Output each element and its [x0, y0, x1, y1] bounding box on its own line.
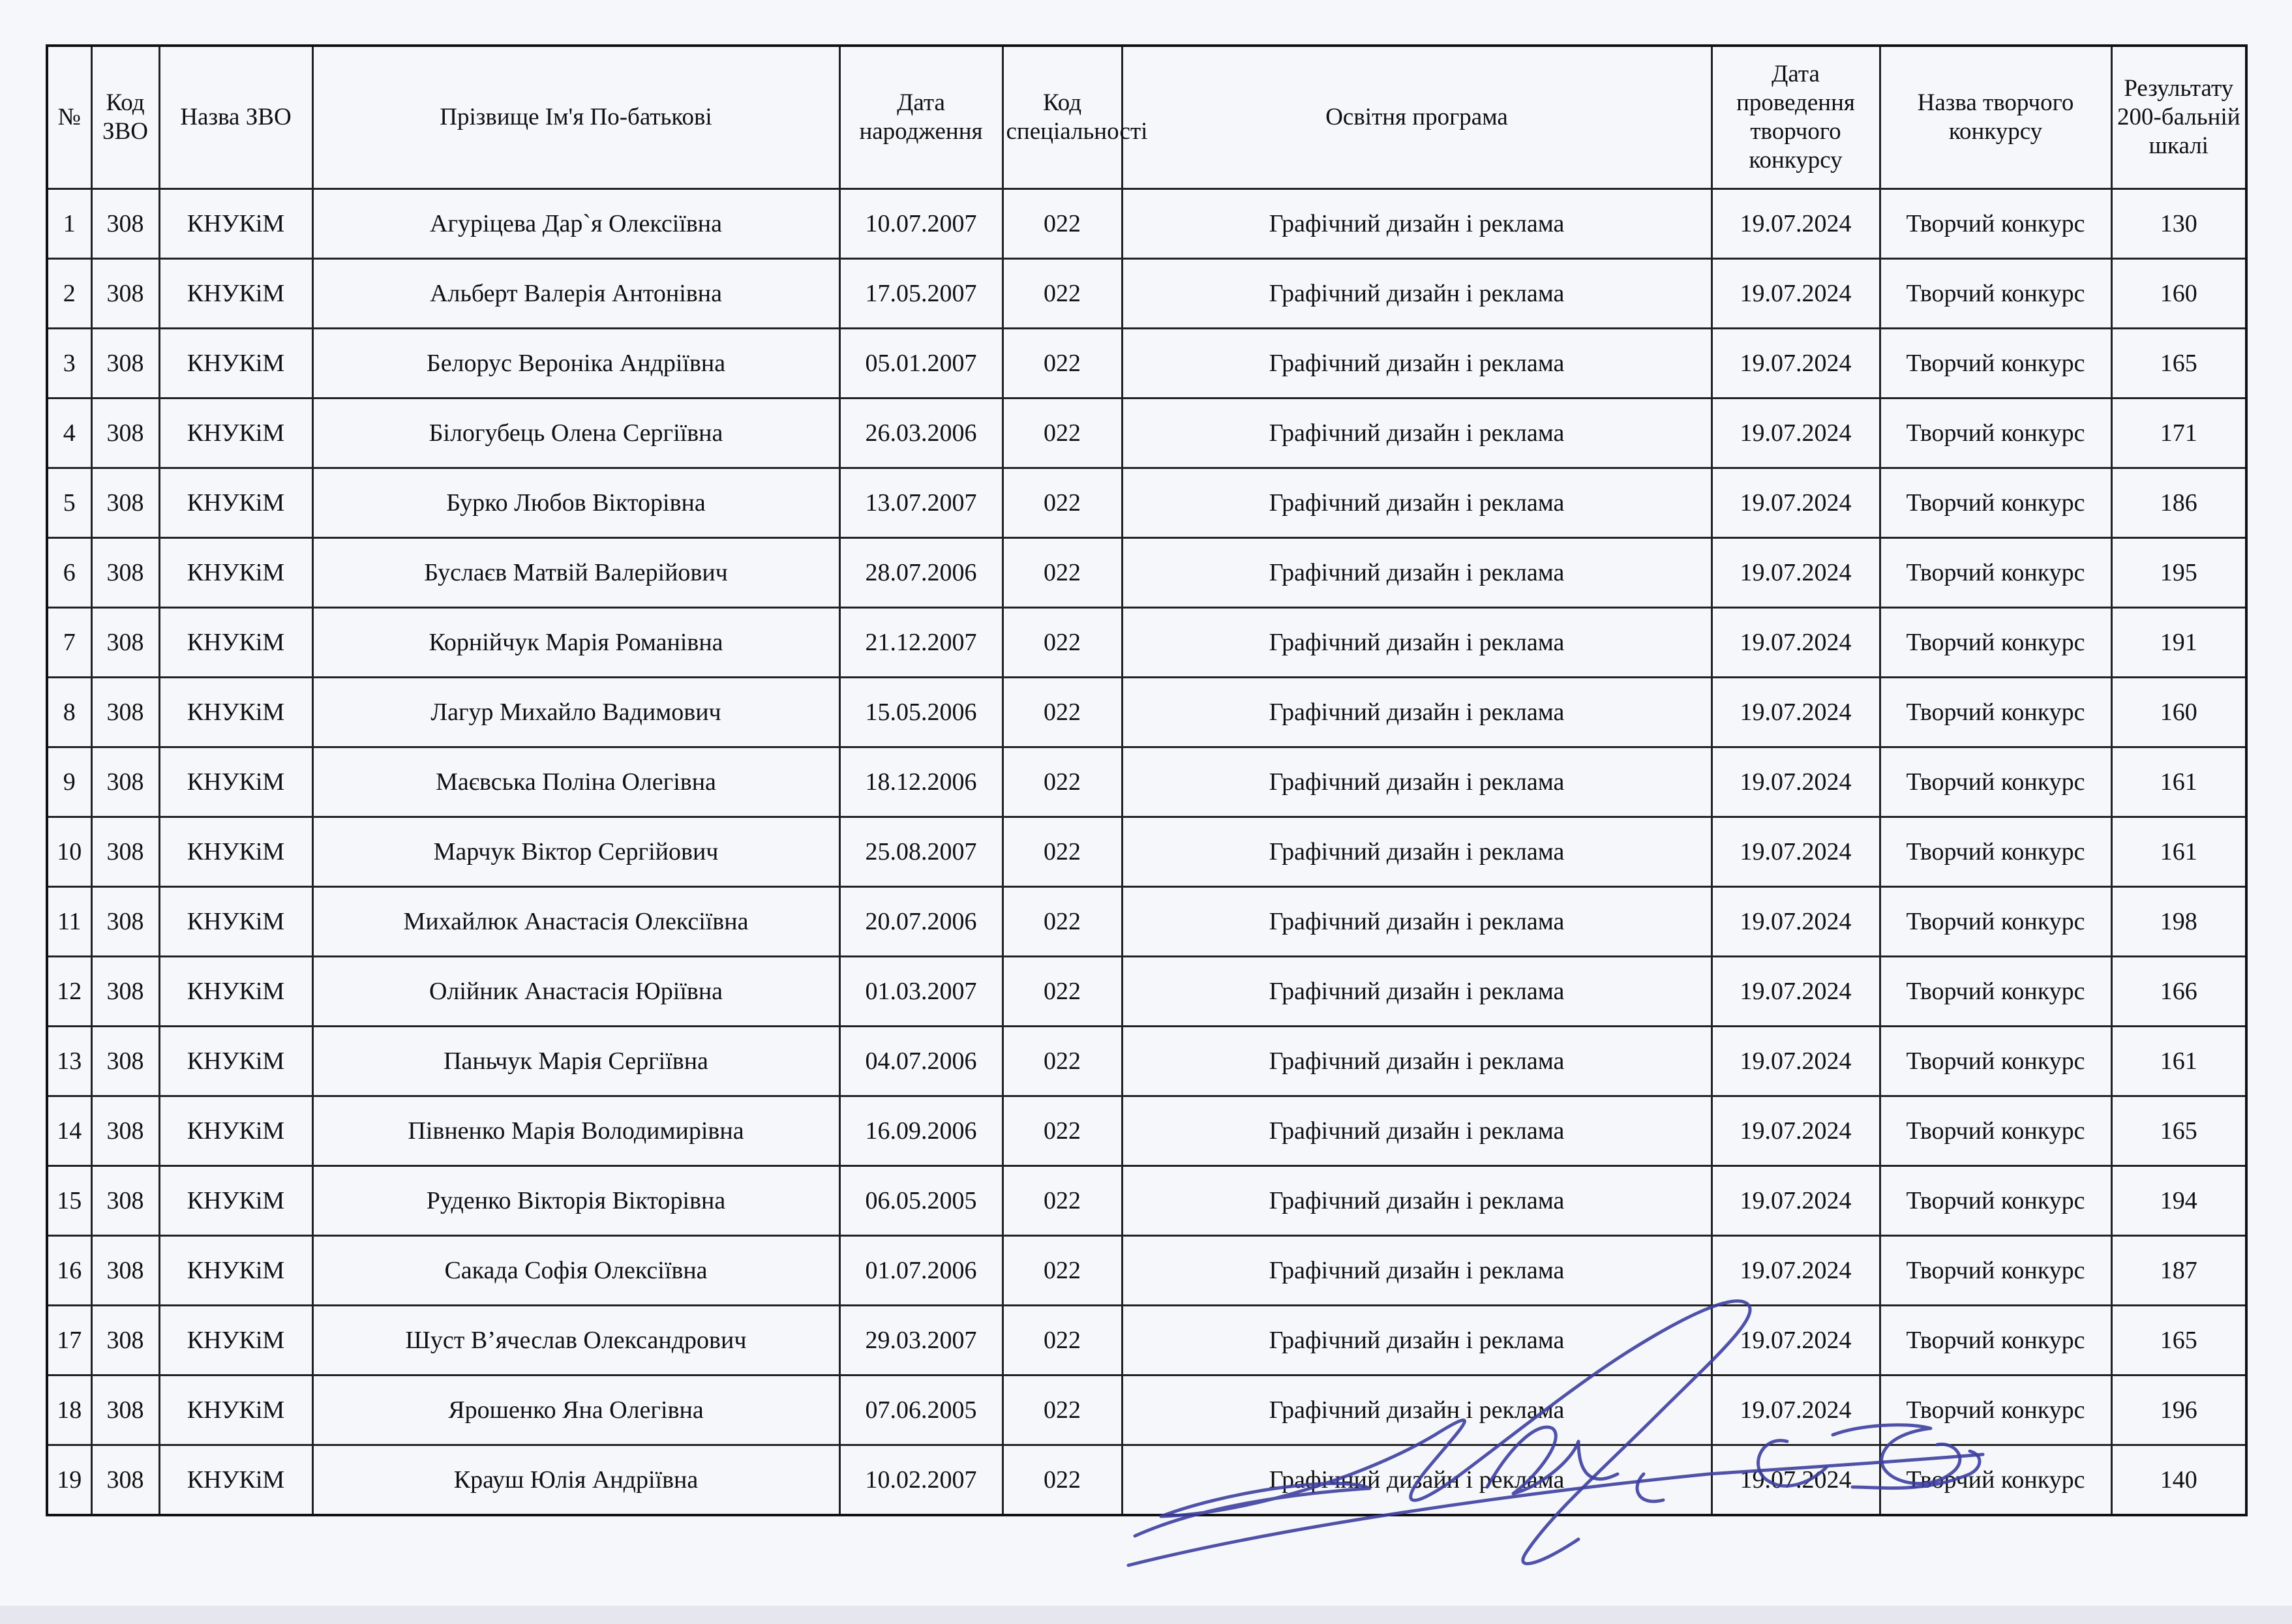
cell-contest-name: Творчий конкурс — [1880, 887, 2111, 957]
cell-full-name: Марчук Віктор Сергійович — [312, 817, 839, 887]
cell-birth-date: 01.03.2007 — [839, 957, 1003, 1027]
cell-birth-date: 01.07.2006 — [839, 1236, 1003, 1306]
cell-institution-name: КНУКіМ — [159, 608, 312, 678]
cell-institution-name: КНУКіМ — [159, 678, 312, 747]
cell-full-name: Сакада Софія Олексіївна — [312, 1236, 839, 1306]
cell-full-name: Альберт Валерія Антонівна — [312, 259, 839, 329]
cell-contest-name: Творчий конкурс — [1880, 329, 2111, 398]
cell-specialty-code: 022 — [1003, 468, 1122, 538]
header-full-name: Прізвище Ім'я По-батькові — [312, 46, 839, 189]
table-row — [47, 1166, 2246, 1236]
cell-score: 161 — [2111, 817, 2246, 887]
cell-specialty-code: 022 — [1003, 817, 1122, 887]
cell-birth-date: 13.07.2007 — [839, 468, 1003, 538]
cell-score: 165 — [2111, 329, 2246, 398]
cell-education-program: Графічний дизайн і реклама — [1122, 1306, 1711, 1376]
cell-contest-name: Творчий конкурс — [1880, 1376, 2111, 1445]
cell-number: 19 — [47, 1445, 91, 1516]
cell-birth-date: 20.07.2006 — [839, 887, 1003, 957]
cell-specialty-code: 022 — [1003, 747, 1122, 817]
header-contest-date: Дата проведення творчого конкурсу — [1711, 46, 1880, 189]
cell-institution-code: 308 — [91, 678, 159, 747]
cell-contest-date: 19.07.2024 — [1711, 608, 1880, 678]
cell-full-name: Агуріцева Дар`я Олексіївна — [312, 189, 839, 259]
cell-institution-name: КНУКіМ — [159, 887, 312, 957]
cell-full-name: Олійник Анастасія Юріївна — [312, 957, 839, 1027]
cell-score: 198 — [2111, 887, 2246, 957]
cell-score: 191 — [2111, 608, 2246, 678]
cell-score: 140 — [2111, 1445, 2246, 1516]
cell-education-program: Графічний дизайн і реклама — [1122, 608, 1711, 678]
cell-contest-name: Творчий конкурс — [1880, 1096, 2111, 1166]
table-row — [47, 468, 2246, 538]
cell-number: 13 — [47, 1027, 91, 1096]
cell-score: 160 — [2111, 259, 2246, 329]
cell-number: 16 — [47, 1236, 91, 1306]
cell-institution-code: 308 — [91, 259, 159, 329]
cell-contest-date: 19.07.2024 — [1711, 957, 1880, 1027]
cell-institution-code: 308 — [91, 1445, 159, 1516]
cell-institution-name: КНУКіМ — [159, 1027, 312, 1096]
cell-institution-name: КНУКіМ — [159, 1166, 312, 1236]
cell-birth-date: 25.08.2007 — [839, 817, 1003, 887]
table-row — [47, 329, 2246, 398]
cell-number: 1 — [47, 189, 91, 259]
cell-birth-date: 15.05.2006 — [839, 678, 1003, 747]
cell-birth-date: 26.03.2006 — [839, 398, 1003, 468]
cell-birth-date: 16.09.2006 — [839, 1096, 1003, 1166]
cell-contest-date: 19.07.2024 — [1711, 678, 1880, 747]
cell-contest-date: 19.07.2024 — [1711, 538, 1880, 608]
cell-institution-code: 308 — [91, 1027, 159, 1096]
header-institution-name: Назва ЗВО — [159, 46, 312, 189]
cell-contest-date: 19.07.2024 — [1711, 1096, 1880, 1166]
cell-institution-code: 308 — [91, 329, 159, 398]
cell-institution-code: 308 — [91, 468, 159, 538]
table-body — [47, 189, 2246, 1516]
cell-education-program: Графічний дизайн і реклама — [1122, 678, 1711, 747]
cell-score: 165 — [2111, 1306, 2246, 1376]
cell-specialty-code: 022 — [1003, 678, 1122, 747]
table-row — [47, 1096, 2246, 1166]
cell-score: 160 — [2111, 678, 2246, 747]
cell-contest-name: Творчий конкурс — [1880, 1236, 2111, 1306]
cell-contest-name: Творчий конкурс — [1880, 678, 2111, 747]
cell-number: 8 — [47, 678, 91, 747]
cell-education-program: Графічний дизайн і реклама — [1122, 398, 1711, 468]
cell-education-program: Графічний дизайн і реклама — [1122, 957, 1711, 1027]
cell-full-name: Михайлюк Анастасія Олексіївна — [312, 887, 839, 957]
cell-specialty-code: 022 — [1003, 1096, 1122, 1166]
cell-score: 196 — [2111, 1376, 2246, 1445]
cell-institution-name: КНУКіМ — [159, 1306, 312, 1376]
cell-contest-name: Творчий конкурс — [1880, 189, 2111, 259]
table-row — [47, 1445, 2246, 1516]
cell-birth-date: 06.05.2005 — [839, 1166, 1003, 1236]
cell-specialty-code: 022 — [1003, 538, 1122, 608]
cell-number: 18 — [47, 1376, 91, 1445]
cell-contest-date: 19.07.2024 — [1711, 1166, 1880, 1236]
cell-birth-date: 10.02.2007 — [839, 1445, 1003, 1516]
header-specialty-code: Код спеціальності — [1003, 46, 1122, 189]
cell-institution-code: 308 — [91, 189, 159, 259]
cell-institution-code: 308 — [91, 1166, 159, 1236]
cell-contest-name: Творчий конкурс — [1880, 468, 2111, 538]
cell-education-program: Графічний дизайн і реклама — [1122, 468, 1711, 538]
cell-score: 194 — [2111, 1166, 2246, 1236]
cell-number: 12 — [47, 957, 91, 1027]
cell-contest-date: 19.07.2024 — [1711, 1027, 1880, 1096]
cell-institution-code: 308 — [91, 1096, 159, 1166]
cell-education-program: Графічний дизайн і реклама — [1122, 817, 1711, 887]
cell-education-program: Графічний дизайн і реклама — [1122, 747, 1711, 817]
header-number: № — [47, 46, 91, 189]
table-row — [47, 398, 2246, 468]
table-row — [47, 747, 2246, 817]
cell-contest-date: 19.07.2024 — [1711, 1376, 1880, 1445]
cell-contest-name: Творчий конкурс — [1880, 1166, 2111, 1236]
table-row — [47, 1376, 2246, 1445]
cell-full-name: Белорус Вероніка Андріївна — [312, 329, 839, 398]
cell-institution-name: КНУКіМ — [159, 1376, 312, 1445]
cell-birth-date: 18.12.2006 — [839, 747, 1003, 817]
cell-contest-name: Творчий конкурс — [1880, 817, 2111, 887]
cell-specialty-code: 022 — [1003, 1166, 1122, 1236]
table-row — [47, 1236, 2246, 1306]
cell-education-program: Графічний дизайн і реклама — [1122, 538, 1711, 608]
cell-institution-code: 308 — [91, 1236, 159, 1306]
cell-education-program: Графічний дизайн і реклама — [1122, 1236, 1711, 1306]
cell-number: 17 — [47, 1306, 91, 1376]
scan-bottom-edge — [0, 1606, 2292, 1624]
cell-full-name: Лагур Михайло Вадимович — [312, 678, 839, 747]
cell-institution-name: КНУКіМ — [159, 957, 312, 1027]
cell-full-name: Паньчук Марія Сергіївна — [312, 1027, 839, 1096]
cell-number: 11 — [47, 887, 91, 957]
cell-contest-name: Творчий конкурс — [1880, 398, 2111, 468]
cell-contest-name: Творчий конкурс — [1880, 957, 2111, 1027]
cell-education-program: Графічний дизайн і реклама — [1122, 329, 1711, 398]
cell-institution-name: КНУКіМ — [159, 747, 312, 817]
cell-number: 7 — [47, 608, 91, 678]
cell-contest-name: Творчий конкурс — [1880, 538, 2111, 608]
cell-contest-name: Творчий конкурс — [1880, 1306, 2111, 1376]
cell-score: 195 — [2111, 538, 2246, 608]
cell-contest-date: 19.07.2024 — [1711, 329, 1880, 398]
cell-number: 2 — [47, 259, 91, 329]
cell-contest-name: Творчий конкурс — [1880, 1027, 2111, 1096]
table-row — [47, 538, 2246, 608]
cell-full-name: Шуст В’ячеслав Олександрович — [312, 1306, 839, 1376]
cell-specialty-code: 022 — [1003, 1445, 1122, 1516]
header-birth-date: Дата народження — [839, 46, 1003, 189]
cell-score: 187 — [2111, 1236, 2246, 1306]
cell-number: 14 — [47, 1096, 91, 1166]
cell-contest-name: Творчий конкурс — [1880, 608, 2111, 678]
cell-number: 6 — [47, 538, 91, 608]
cell-institution-code: 308 — [91, 398, 159, 468]
cell-contest-date: 19.07.2024 — [1711, 1445, 1880, 1516]
cell-number: 5 — [47, 468, 91, 538]
table-row — [47, 189, 2246, 259]
cell-institution-name: КНУКіМ — [159, 189, 312, 259]
cell-birth-date: 07.06.2005 — [839, 1376, 1003, 1445]
cell-birth-date: 17.05.2007 — [839, 259, 1003, 329]
cell-institution-name: КНУКіМ — [159, 1096, 312, 1166]
cell-number: 9 — [47, 747, 91, 817]
cell-specialty-code: 022 — [1003, 1306, 1122, 1376]
cell-full-name: Півненко Марія Володимирівна — [312, 1096, 839, 1166]
cell-institution-code: 308 — [91, 817, 159, 887]
cell-birth-date: 10.07.2007 — [839, 189, 1003, 259]
cell-institution-code: 308 — [91, 957, 159, 1027]
cell-contest-date: 19.07.2024 — [1711, 1306, 1880, 1376]
table-row — [47, 817, 2246, 887]
cell-contest-date: 19.07.2024 — [1711, 259, 1880, 329]
cell-score: 166 — [2111, 957, 2246, 1027]
cell-contest-date: 19.07.2024 — [1711, 468, 1880, 538]
cell-institution-code: 308 — [91, 608, 159, 678]
cell-full-name: Корнійчук Марія Романівна — [312, 608, 839, 678]
cell-specialty-code: 022 — [1003, 1376, 1122, 1445]
cell-score: 130 — [2111, 189, 2246, 259]
cell-number: 15 — [47, 1166, 91, 1236]
cell-specialty-code: 022 — [1003, 1236, 1122, 1306]
cell-score: 171 — [2111, 398, 2246, 468]
cell-score: 186 — [2111, 468, 2246, 538]
cell-contest-name: Творчий конкурс — [1880, 1445, 2111, 1516]
cell-contest-date: 19.07.2024 — [1711, 747, 1880, 817]
cell-birth-date: 29.03.2007 — [839, 1306, 1003, 1376]
cell-full-name: Бурко Любов Вікторівна — [312, 468, 839, 538]
cell-contest-date: 19.07.2024 — [1711, 887, 1880, 957]
cell-number: 10 — [47, 817, 91, 887]
cell-contest-name: Творчий конкурс — [1880, 747, 2111, 817]
cell-institution-name: КНУКіМ — [159, 1445, 312, 1516]
table-row — [47, 957, 2246, 1027]
cell-institution-name: КНУКіМ — [159, 468, 312, 538]
cell-full-name: Руденко Вікторія Вікторівна — [312, 1166, 839, 1236]
cell-specialty-code: 022 — [1003, 887, 1122, 957]
cell-full-name: Крауш Юлія Андріївна — [312, 1445, 839, 1516]
cell-contest-name: Творчий конкурс — [1880, 259, 2111, 329]
cell-specialty-code: 022 — [1003, 1027, 1122, 1096]
cell-full-name: Буслаєв Матвій Валерійович — [312, 538, 839, 608]
cell-institution-name: КНУКіМ — [159, 1236, 312, 1306]
cell-score: 165 — [2111, 1096, 2246, 1166]
header-institution-code: Код ЗВО — [91, 46, 159, 189]
cell-number: 4 — [47, 398, 91, 468]
cell-specialty-code: 022 — [1003, 957, 1122, 1027]
cell-institution-name: КНУКіМ — [159, 329, 312, 398]
cell-institution-code: 308 — [91, 1376, 159, 1445]
cell-education-program: Графічний дизайн і реклама — [1122, 1376, 1711, 1445]
cell-institution-name: КНУКіМ — [159, 538, 312, 608]
table-row — [47, 1306, 2246, 1376]
table-row — [47, 259, 2246, 329]
cell-full-name: Ярошенко Яна Олегівна — [312, 1376, 839, 1445]
cell-birth-date: 21.12.2007 — [839, 608, 1003, 678]
cell-contest-date: 19.07.2024 — [1711, 1236, 1880, 1306]
results-table — [46, 44, 2248, 1516]
cell-institution-code: 308 — [91, 538, 159, 608]
cell-institution-code: 308 — [91, 887, 159, 957]
cell-contest-date: 19.07.2024 — [1711, 817, 1880, 887]
cell-specialty-code: 022 — [1003, 608, 1122, 678]
table-header-row — [47, 46, 2246, 189]
cell-specialty-code: 022 — [1003, 259, 1122, 329]
cell-institution-code: 308 — [91, 1306, 159, 1376]
cell-birth-date: 28.07.2006 — [839, 538, 1003, 608]
cell-education-program: Графічний дизайн і реклама — [1122, 1027, 1711, 1096]
cell-institution-name: КНУКіМ — [159, 398, 312, 468]
cell-education-program: Графічний дизайн і реклама — [1122, 1096, 1711, 1166]
cell-specialty-code: 022 — [1003, 189, 1122, 259]
header-contest-name: Назва творчого конкурсу — [1880, 46, 2111, 189]
cell-education-program: Графічний дизайн і реклама — [1122, 887, 1711, 957]
cell-specialty-code: 022 — [1003, 398, 1122, 468]
table-row — [47, 608, 2246, 678]
cell-education-program: Графічний дизайн і реклама — [1122, 189, 1711, 259]
cell-institution-code: 308 — [91, 747, 159, 817]
cell-birth-date: 05.01.2007 — [839, 329, 1003, 398]
cell-institution-name: КНУКіМ — [159, 259, 312, 329]
cell-birth-date: 04.07.2006 — [839, 1027, 1003, 1096]
table-row — [47, 1027, 2246, 1096]
header-education-program: Освітня програма — [1122, 46, 1711, 189]
table-row — [47, 887, 2246, 957]
cell-specialty-code: 022 — [1003, 329, 1122, 398]
cell-full-name: Маєвська Поліна Олегівна — [312, 747, 839, 817]
cell-number: 3 — [47, 329, 91, 398]
header-score: Результату 200-бальній шкалі — [2111, 46, 2246, 189]
cell-contest-date: 19.07.2024 — [1711, 189, 1880, 259]
cell-education-program: Графічний дизайн і реклама — [1122, 1166, 1711, 1236]
cell-score: 161 — [2111, 1027, 2246, 1096]
cell-education-program: Графічний дизайн і реклама — [1122, 259, 1711, 329]
cell-education-program: Графічний дизайн і реклама — [1122, 1445, 1711, 1516]
cell-score: 161 — [2111, 747, 2246, 817]
table-row — [47, 678, 2246, 747]
cell-contest-date: 19.07.2024 — [1711, 398, 1880, 468]
cell-full-name: Білогубець Олена Сергіївна — [312, 398, 839, 468]
cell-institution-name: КНУКіМ — [159, 817, 312, 887]
